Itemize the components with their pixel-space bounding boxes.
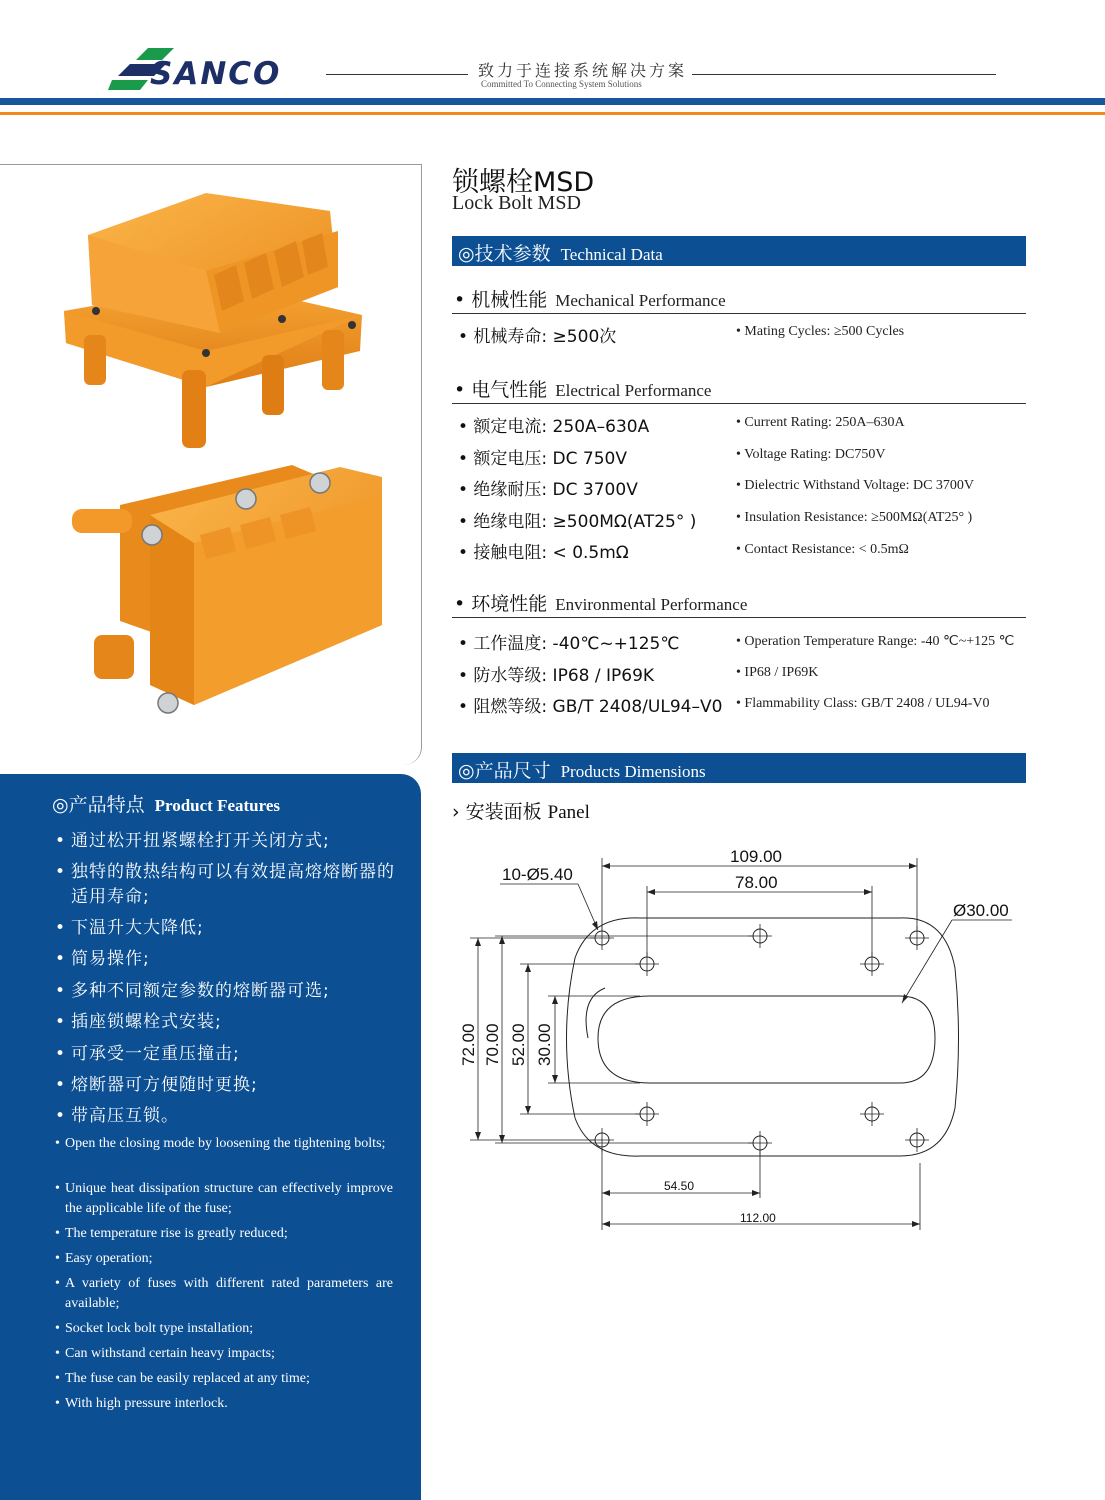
feature-en-item: • Open the closing mode by loosening the tightening bolts; [55,1136,386,1151]
header-rule-right [692,74,996,75]
dim-70: 70.00 [483,1023,502,1066]
electrical-heading-cn: • 电气性能 [454,379,548,401]
features-title-cn: ◎产品特点 [52,794,145,816]
environmental-heading-cn: • 环境性能 [454,593,548,615]
spec-en: • Current Rating: 250A–630A [736,415,905,430]
inner-slot [598,996,935,1083]
dim-112: 112.00 [740,1211,776,1225]
spec-cn: • 绝缘耐压: DC 3700V [458,480,638,500]
spec-en: • Voltage Rating: DC750V [736,447,886,462]
spec-en: • Insulation Resistance: ≥500MΩ(AT25° ) [736,510,973,525]
feature-en-item: • Socket lock bolt type installation; [55,1321,254,1336]
feature-cn-item: • 通过松开扭紧螺栓打开关闭方式; [55,831,330,851]
flange-outline [567,918,959,1156]
spec-cn: • 工作温度: -40℃~+125℃ [458,634,680,654]
spec-en: • Dielectric Withstand Voltage: DC 3700V [736,478,975,493]
spec-cn: • 绝缘电阻: ≥500MΩ(AT25° ) [458,512,697,532]
mechanical-heading [452,283,1026,314]
dim-72: 72.00 [459,1023,478,1066]
technical-data-header-cn: ◎技术参数 [458,243,551,265]
dimensions-header-cn: ◎产品尺寸 [458,760,551,782]
dim-78: 78.00 [735,873,778,892]
tagline-en: Committed To Connecting System Solutions [481,79,642,89]
feature-cn-item: • 下温升大大降低; [55,918,204,938]
tagline-cn: 致力于连接系统解决方案 [478,61,688,80]
spec-en: • Contact Resistance: < 0.5mΩ [736,542,909,557]
product-render-image [0,165,420,765]
features-title [52,790,280,817]
dimensions-header [452,753,1026,783]
spec-cn: • 额定电流: 250A–630A [458,417,650,437]
environmental-heading-en: Environmental Performance [555,595,748,614]
spec-en: • IP68 / IP69K [736,665,819,680]
mechanical-heading-en: Mechanical Performance [555,291,726,310]
spec-cn: • 机械寿命: ≥500次 [458,327,617,347]
dim-holes: 10-Ø5.40 [502,865,573,884]
feature-cn-item: • 多种不同额定参数的熔断器可选; [55,981,330,1001]
feature-en-item: • Easy operation; [55,1251,153,1266]
spec-cn: • 额定电压: DC 750V [458,449,628,469]
spec-en: • Flammability Class: GB/T 2408 / UL94-V0 [736,696,990,711]
dim-52: 52.00 [509,1023,528,1066]
feature-cn-item: • 带高压互锁。 [55,1106,179,1126]
dim-diameter: Ø30.00 [953,901,1009,920]
spec-en: • Operation Temperature Range: -40 ℃~+125 ℃ [736,634,1015,649]
panel-heading-cn: 安装面板 [465,801,542,823]
panel-heading-en: Panel [547,802,590,823]
feature-en-item: • A variety of fuses with different rated parameters are available; [55,1276,393,1311]
product-image-box [0,164,422,765]
feature-cn-item: • 独特的散热结构可以有效提高熔熔断器的适用寿命; [55,862,395,907]
header-rule-left [326,74,468,75]
chevron-right-icon: › [452,801,460,823]
product-title-cn: 锁螺栓MSD [452,167,595,198]
feature-en-item: • Unique heat dissipation structure can effectively improve the applicable life of the fuse; [55,1181,393,1216]
brand-name: SANCO [150,56,282,92]
spec-cn: • 防水等级: IP68 / IP69K [458,666,655,686]
panel-dimension-drawing [440,838,1040,1238]
dim-54-5: 54.50 [664,1179,695,1193]
header-band-orange [0,112,1105,115]
feature-cn-item: • 熔断器可方便随时更换; [55,1075,258,1095]
dimensions-header-en: Products Dimensions [560,762,706,781]
mounting-holes [595,929,924,1150]
feature-en-item: • Can withstand certain heavy impacts; [55,1346,275,1361]
technical-data-header-en: Technical Data [560,245,663,264]
panel-heading [452,797,590,824]
spec-cn: • 接触电阻: < 0.5mΩ [458,543,629,563]
product-title-en: Lock Bolt MSD [452,192,581,214]
environmental-heading [452,587,1026,618]
feature-cn-item: • 简易操作; [55,949,150,969]
dim-30: 30.00 [535,1023,554,1066]
feature-en-item: • The temperature rise is greatly reduced; [55,1226,288,1241]
dim-109: 109.00 [730,847,782,866]
features-title-en: Product Features [154,796,281,815]
electrical-heading-en: Electrical Performance [555,381,712,400]
mechanical-heading-cn: • 机械性能 [454,289,548,311]
header-band-blue [0,98,1105,105]
spec-en: • Mating Cycles: ≥500 Cycles [736,324,905,339]
spec-cn: • 阻燃等级: GB/T 2408/UL94–V0 [458,697,723,717]
feature-cn-item: • 可承受一定重压撞击; [55,1044,240,1064]
feature-en-item: • With high pressure interlock. [55,1396,228,1411]
feature-en-item: • The fuse can be easily replaced at any time; [55,1371,310,1386]
electrical-heading [452,373,1026,404]
feature-cn-item: • 插座锁螺栓式安装; [55,1012,222,1032]
technical-data-header [452,236,1026,266]
